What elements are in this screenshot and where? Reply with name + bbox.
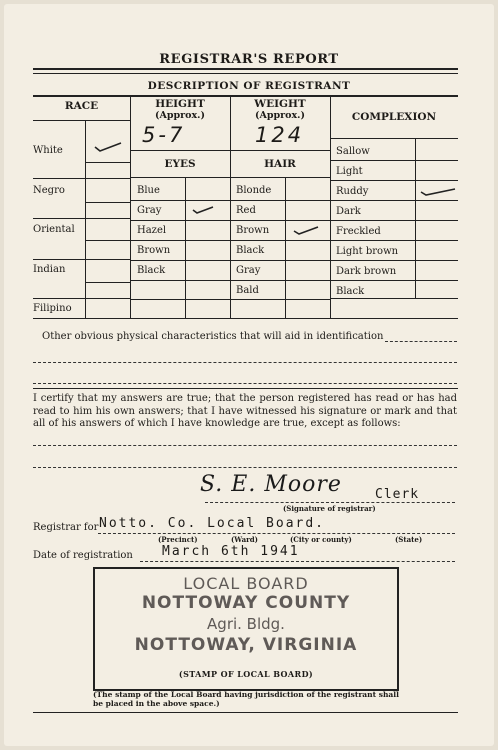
- complexion-option: Light: [336, 166, 363, 177]
- race-header: RACE: [64, 100, 99, 112]
- divider: [33, 68, 458, 70]
- stamp-line: Agri. Bldg.: [207, 615, 285, 633]
- complexion-option: Light brown: [336, 246, 399, 257]
- eyes-header: EYES: [164, 158, 196, 170]
- registrar-signature: S. E. Moore: [200, 472, 342, 497]
- date-of-registration-value: March 6th 1941: [162, 544, 300, 559]
- weight-value: 124: [255, 123, 305, 147]
- complexion-header: COMPLEXION: [351, 111, 437, 123]
- complexion-option: Black: [336, 286, 365, 297]
- eyes-option: Hazel: [137, 225, 167, 236]
- registrar-title: Clerk: [375, 487, 420, 502]
- check-mark-icon: [94, 141, 122, 153]
- registrar-for-label: Registrar for: [33, 522, 99, 533]
- check-mark-icon: [420, 186, 456, 196]
- race-option: Filipino: [33, 303, 72, 314]
- section-subtitle: DESCRIPTION OF REGISTRANT: [147, 80, 351, 92]
- weight-subheader: (Approx.): [255, 110, 305, 121]
- hair-header: HAIR: [264, 158, 296, 170]
- hair-option: Red: [236, 205, 256, 216]
- signature-caption: (Signature of registrar): [283, 504, 376, 513]
- check-mark-icon: [192, 205, 214, 215]
- date-of-registration-label: Date of registration: [33, 550, 133, 561]
- local-board-stamp: [93, 567, 399, 691]
- eyes-option: Brown: [137, 245, 171, 256]
- complexion-option: Freckled: [336, 226, 381, 237]
- complexion-option: Ruddy: [336, 186, 369, 197]
- hair-option: Black: [236, 245, 265, 256]
- divider: [33, 73, 458, 74]
- complexion-option: Sallow: [336, 146, 370, 157]
- hair-option: Brown: [236, 225, 270, 236]
- other-characteristics-label: Other obvious physical characteristics that will aid in identification: [42, 331, 384, 342]
- hair-option: Gray: [236, 265, 261, 276]
- height-subheader: (Approx.): [155, 110, 205, 121]
- check-mark-icon: [293, 225, 319, 235]
- stamp-line: NOTTOWAY COUNTY: [141, 593, 351, 613]
- race-option: Negro: [33, 185, 65, 196]
- race-option: Indian: [33, 264, 66, 275]
- stamp-line: NOTTOWAY, VIRGINIA: [134, 635, 358, 655]
- city-county-caption: (City or county): [290, 535, 352, 544]
- race-option: White: [33, 145, 63, 156]
- state-caption: (State): [395, 535, 423, 544]
- certification-text: I certify that my answers are true; that the person registered has read or has had read to him his own answers; that I have witnessed his signature or mark and that all of his answers of which I have knowledge are true, except as follows:: [33, 393, 457, 429]
- height-value: 5-7: [142, 123, 186, 147]
- height-header: HEIGHT: [155, 98, 205, 110]
- eyes-option: Black: [137, 265, 166, 276]
- weight-header: WEIGHT: [254, 98, 306, 110]
- complexion-option: Dark brown: [336, 266, 397, 277]
- hair-option: Blonde: [236, 185, 272, 196]
- divider: [33, 712, 458, 713]
- divider: [33, 388, 458, 389]
- ward-caption: (Ward): [231, 535, 258, 544]
- precinct-caption: (Precinct): [158, 535, 198, 544]
- divider: [33, 95, 458, 97]
- complexion-option: Dark: [336, 206, 361, 217]
- eyes-option: Gray: [137, 205, 162, 216]
- stamp-caption: (STAMP OF LOCAL BOARD): [178, 669, 314, 679]
- footnote: (The stamp of the Local Board having jurisdiction of the registrant shall be placed in the above space.): [93, 690, 399, 708]
- hair-option: Bald: [236, 285, 259, 296]
- eyes-option: Blue: [137, 185, 160, 196]
- page-title: REGISTRAR'S REPORT: [159, 52, 339, 67]
- race-option: Oriental: [33, 224, 75, 235]
- stamp-line: LOCAL BOARD: [183, 574, 309, 593]
- registrar-for-value: Notto. Co. Local Board.: [99, 516, 326, 531]
